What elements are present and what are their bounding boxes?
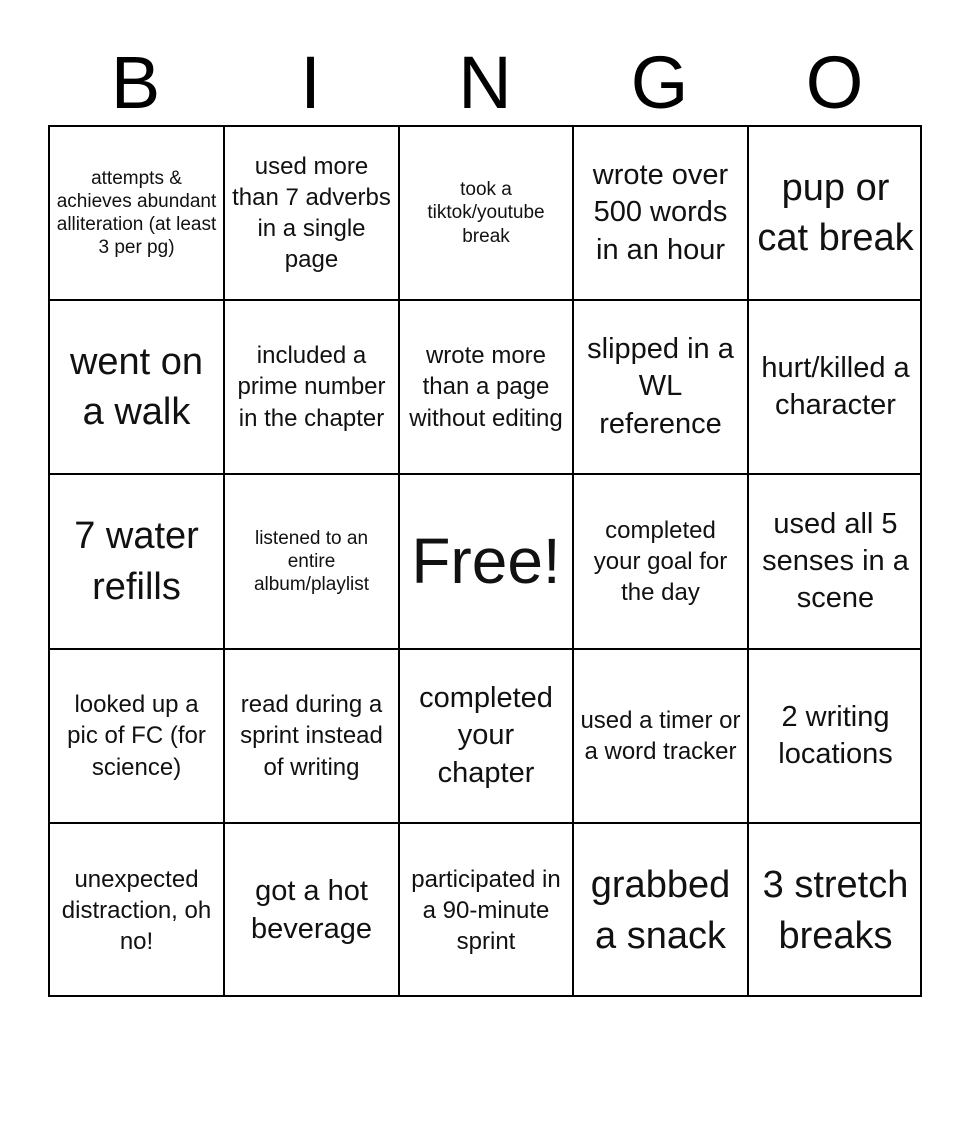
cell-text: attempts & achieves abundant alliteration (at least 3 per pg) xyxy=(56,167,217,259)
bingo-cell[interactable] xyxy=(574,824,749,997)
header-letter-g: G xyxy=(630,41,689,124)
bingo-cell[interactable] xyxy=(574,127,749,301)
bingo-cell[interactable] xyxy=(574,650,749,824)
bingo-cell[interactable] xyxy=(749,127,922,301)
bingo-cell[interactable] xyxy=(225,301,400,475)
cell-text: unexpected distraction, oh no! xyxy=(61,865,212,956)
cell-text: hurt/killed a character xyxy=(761,351,910,421)
bingo-header xyxy=(48,40,922,126)
cell-text: grabbed a snack xyxy=(590,864,731,957)
cell-text: 3 stretch breaks xyxy=(762,864,909,957)
bingo-cell[interactable] xyxy=(50,475,225,650)
bingo-cell[interactable] xyxy=(400,301,574,475)
bingo-cell[interactable] xyxy=(225,127,400,301)
bingo-cell[interactable] xyxy=(749,650,922,824)
cell-text: used a timer or a word tracker xyxy=(580,706,741,765)
bingo-cell[interactable] xyxy=(749,301,922,475)
bingo-cell[interactable] xyxy=(574,301,749,475)
cell-text: went on a walk xyxy=(69,340,204,433)
header-letter-b: B xyxy=(110,41,161,124)
cell-text: listened to an entire album/playlist xyxy=(253,527,370,596)
cell-text: completed your chapter xyxy=(419,682,553,789)
bingo-board xyxy=(48,125,922,997)
cell-text: got a hot beverage xyxy=(251,875,372,945)
bingo-cell[interactable] xyxy=(574,475,749,650)
cell-text: participated in a 90-minute sprint xyxy=(411,865,561,956)
cell-text: completed your goal for the day xyxy=(593,516,728,607)
cell-text: wrote more than a page without editing xyxy=(409,342,563,432)
header-letter-o: O xyxy=(805,41,864,124)
bingo-cell[interactable] xyxy=(50,127,225,301)
cell-text: included a prime number in the chapter xyxy=(237,342,386,432)
cell-text: 2 writing locations xyxy=(778,700,893,770)
bingo-cell[interactable] xyxy=(50,301,225,475)
cell-text: used more than 7 adverbs in a single page xyxy=(232,152,391,274)
bingo-cell[interactable] xyxy=(400,824,574,997)
bingo-cell[interactable] xyxy=(400,127,574,301)
header-letter-n: N xyxy=(458,41,512,124)
bingo-cell[interactable] xyxy=(749,475,922,650)
free-space-cell[interactable] xyxy=(400,475,574,650)
cell-text: used all 5 senses in a scene xyxy=(762,507,909,615)
cell-text: read during a sprint instead of writing xyxy=(240,691,383,781)
cell-text: wrote over 500 words in an hour xyxy=(592,159,729,266)
bingo-cell[interactable] xyxy=(400,650,574,824)
cell-text: looked up a pic of FC (for science) xyxy=(67,691,206,781)
cell-text: took a tiktok/youtube break xyxy=(427,179,545,247)
cell-text: slipped in a WL reference xyxy=(587,333,734,440)
bingo-cell[interactable] xyxy=(225,650,400,824)
header-letter-i: I xyxy=(300,41,321,124)
bingo-cell[interactable] xyxy=(749,824,922,997)
bingo-cell[interactable] xyxy=(50,824,225,997)
cell-text: pup or cat break xyxy=(757,166,914,259)
cell-text: Free! xyxy=(411,525,561,598)
bingo-cell[interactable] xyxy=(50,650,225,824)
cell-text: 7 water refills xyxy=(74,515,199,608)
bingo-cell[interactable] xyxy=(225,824,400,997)
bingo-cell[interactable] xyxy=(225,475,400,650)
